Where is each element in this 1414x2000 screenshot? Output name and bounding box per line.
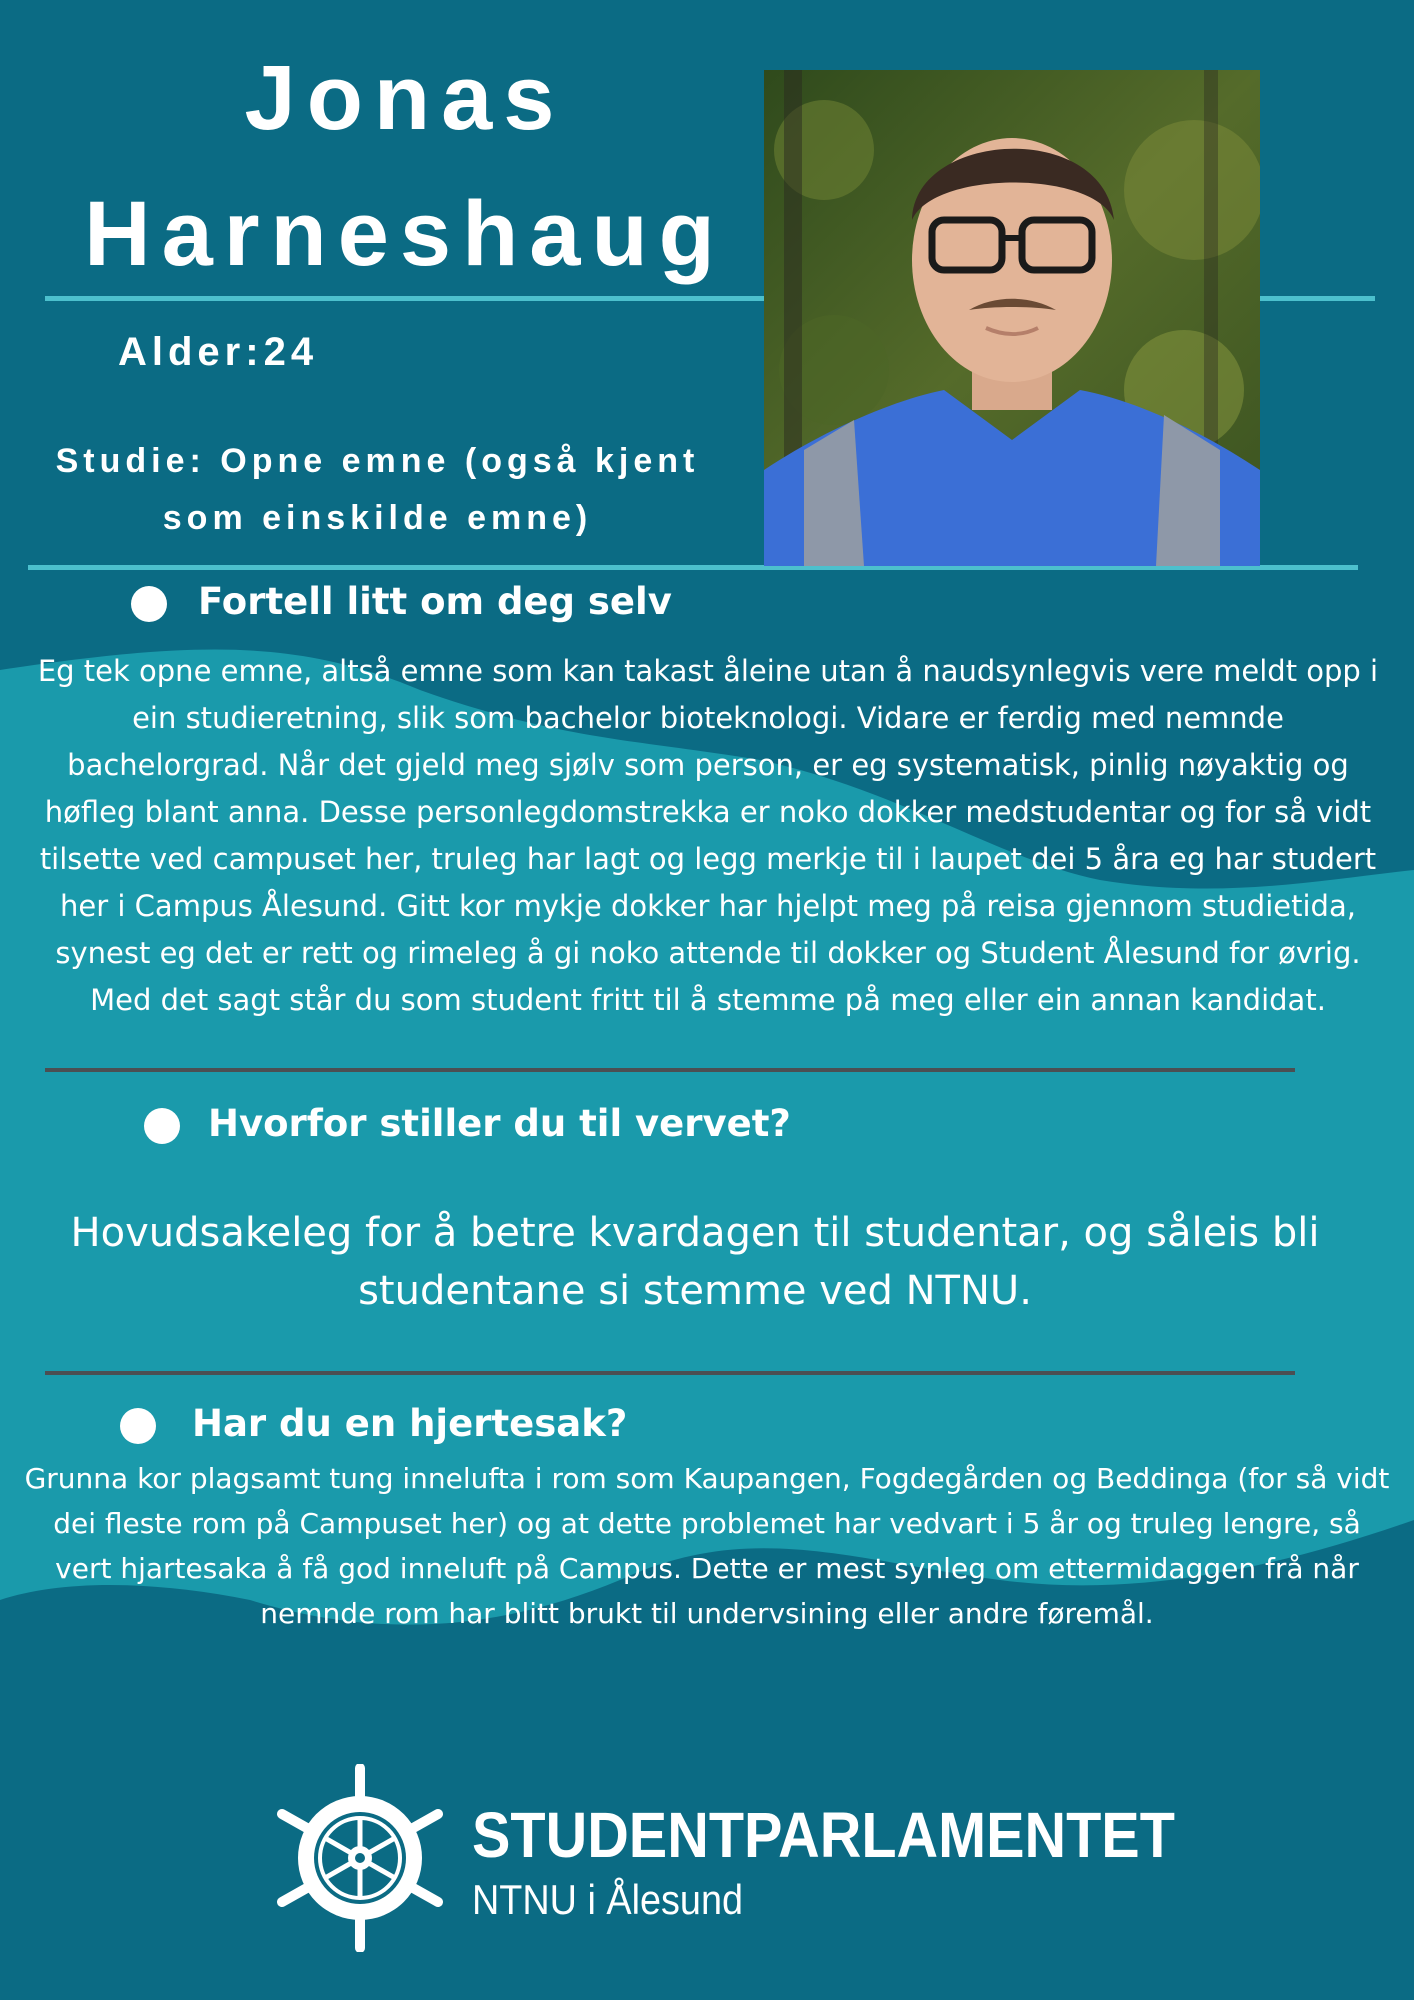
logo-subtitle: NTNU i Ålesund [472, 1876, 743, 1923]
ship-wheel-icon [276, 1764, 444, 1952]
logo-title: STUDENTPARLAMENTET [472, 1799, 1175, 1871]
candidate-last-name: Harneshaug [84, 183, 726, 285]
cause-body: Grunna kor plagsamt tung innelufta i rom som Kaupangen, Fogdegården og Beddinga (for så vidt dei fleste rom på Campuset her) og at dette problemet har vedvart i 5 år og truleg lengre, så vert hjartesaka å få god inneluft på Campus. Dette er mest synleg om ettermidaggen frå når nemnde rom har blitt brukt til undervsining eller andre føremål. [24, 1462, 1390, 1630]
candidate-photo [764, 70, 1260, 566]
cause-bullet [120, 1408, 156, 1444]
candidate-study [20, 433, 735, 547]
why-bullet [144, 1108, 180, 1144]
cause-heading: Har du en hjertesak? [192, 1402, 628, 1445]
why-heading: Hvorfor stiller du til vervet? [208, 1102, 791, 1145]
about-body: Eg tek opne emne, altså emne som kan takast åleine utan å naudsynlegvis vere meldt opp i ein studieretning, slik som bachelor bioteknologi. Vidare er ferdig med nemnde bachelorgrad. Når det gjeld meg sjølv som person, er eg systematisk, pinlig nøyaktig og høfleg blant anna. Desse personlegdomstrekka er noko dokker medstudentar og for så vidt tilsette ved campuset her, truleg har lagt og legg merkje til i laupet dei 5 åra eg har studert her i Campus Ålesund. Gitt kor mykje dokker har hjelpt meg på reisa gjennom studietida, synest eg det er rett og rimeleg å gi noko attende til dokker og Student Ålesund for øvrig. Med det sagt står du som student fritt til å stemme på meg eller ein annan kandidat. [37, 654, 1379, 1017]
about-bullet [131, 586, 167, 622]
why-body: Hovudsakeleg for å betre kvardagen til studentar, og såleis bli studentane si stemme ved NTNU. [70, 1210, 1320, 1314]
candidate-first-name: Jonas [244, 47, 566, 149]
divider-2 [45, 1371, 1295, 1375]
study-line-1: Studie: Opne emne (også kjent [55, 442, 700, 480]
study-line-2: som einskilde emne) [162, 499, 593, 537]
about-heading: Fortell litt om deg selv [198, 580, 672, 623]
candidate-age: Alder:24 [118, 330, 319, 374]
divider-1 [45, 1068, 1295, 1072]
